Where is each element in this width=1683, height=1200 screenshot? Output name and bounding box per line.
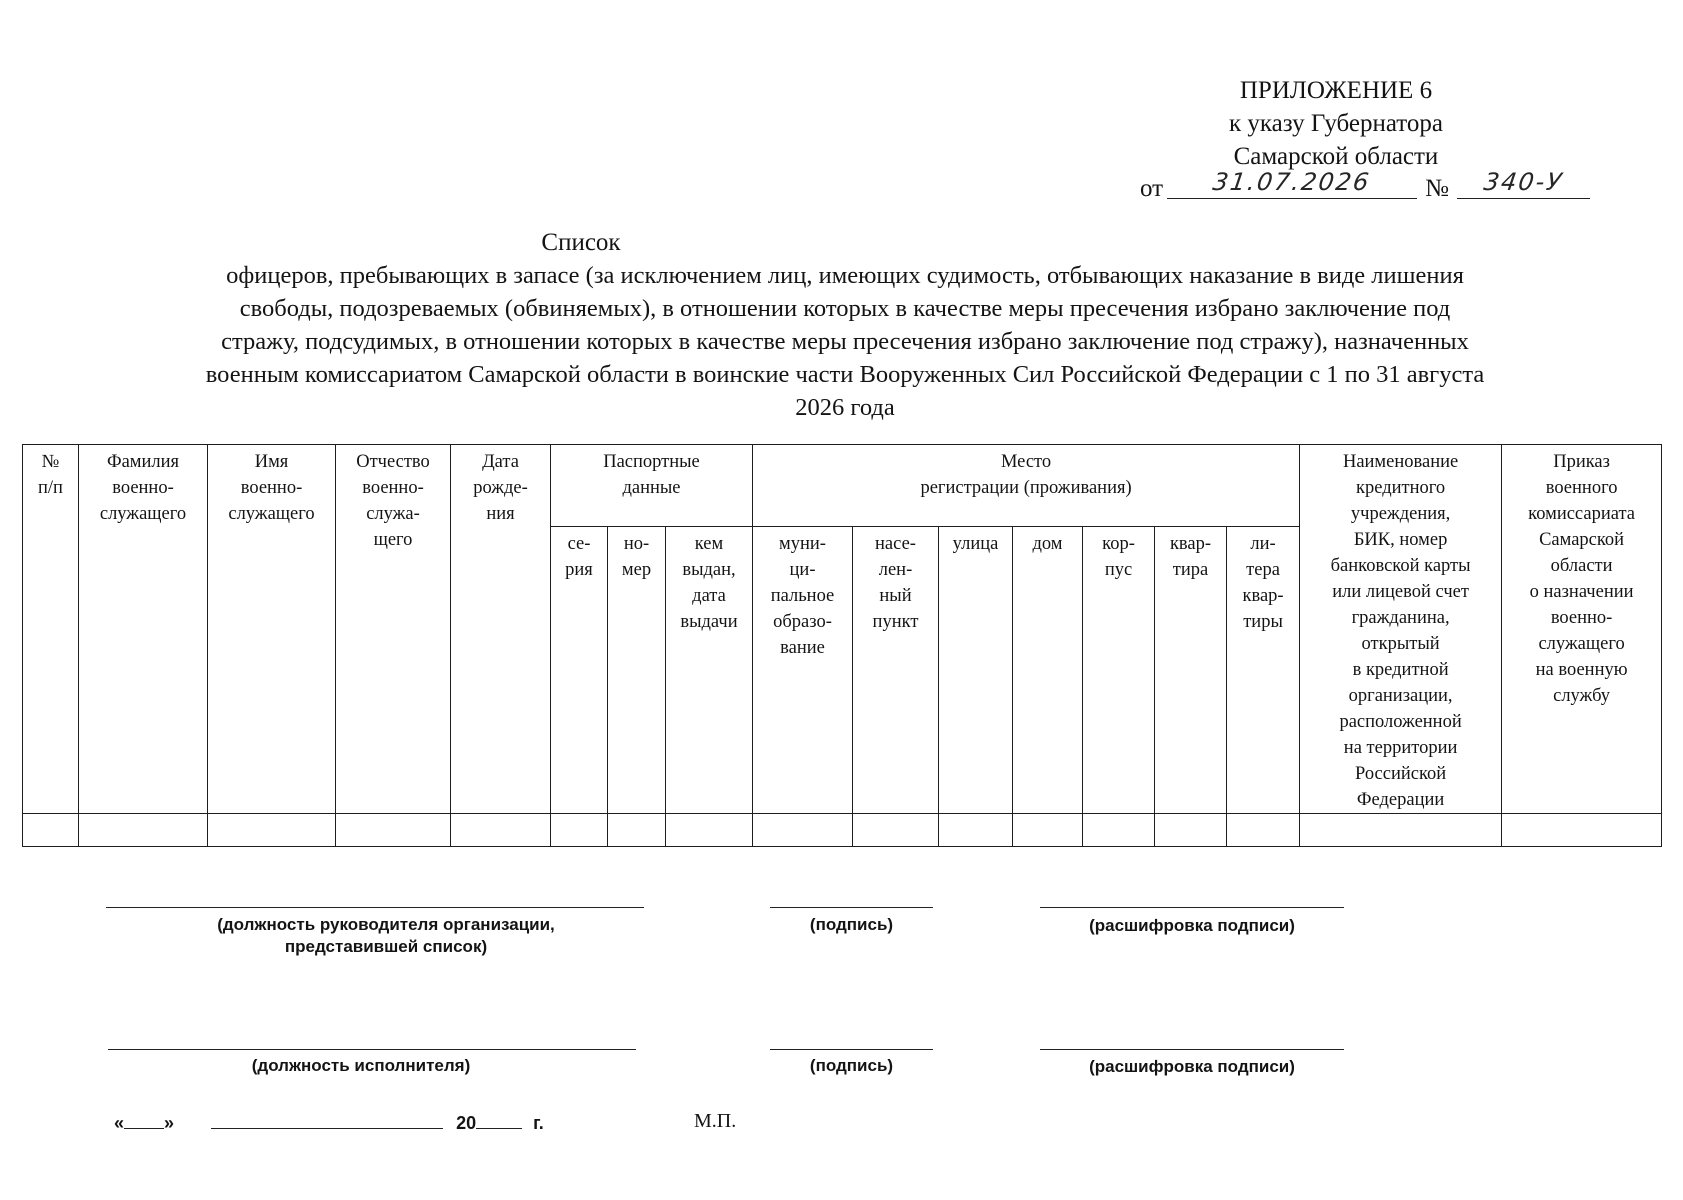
date-field <box>1167 168 1417 199</box>
year-blank[interactable] <box>476 1110 522 1129</box>
col-header-passport-issued: кем выдан, дата выдачи <box>666 526 753 813</box>
date-prefix: от <box>1140 175 1164 202</box>
col-header-apartment: квар- тира <box>1155 526 1227 813</box>
col-header-bank: Наименование кредитного учреждения, БИК, номер банковской карты или лицевой счет гражданина, открытый в кредитной организации, расположенной на территории Российской Федерации <box>1300 445 1502 814</box>
table-cell[interactable] <box>79 814 208 847</box>
col-header-street: улица <box>939 526 1013 813</box>
date-footer <box>114 1110 544 1134</box>
col-header-surname: Фамилия военно- служащего <box>79 445 208 814</box>
table-cell[interactable] <box>939 814 1013 847</box>
officers-table <box>22 444 1662 847</box>
col-header-registration: Место регистрации (проживания) <box>753 445 1300 527</box>
executor-position-caption: (должность исполнителя) <box>251 1056 471 1075</box>
seal-placeholder: М.П. <box>694 1110 737 1132</box>
subtitle-line: стражу, подсудимых, в отношении которых в качестве меры пресечения избрано заключение под стражу), назначенных <box>221 328 1469 355</box>
table-cell[interactable] <box>1227 814 1300 847</box>
subtitle-line: офицеров, пребывающих в запасе (за исключением лиц, имеющих судимость, отбывающих наказание в виде лишения <box>226 262 1464 289</box>
col-header-locality: насе- лен- ный пункт <box>853 526 939 813</box>
table-cell[interactable] <box>608 814 666 847</box>
head-position-line[interactable] <box>106 907 644 908</box>
table-cell[interactable] <box>1300 814 1502 847</box>
day-blank[interactable] <box>124 1110 164 1129</box>
table-cell[interactable] <box>208 814 336 847</box>
executor-position-line[interactable] <box>108 1049 636 1050</box>
header-row-1 <box>23 445 1662 527</box>
head-position-caption: (должность руководителя организации, представившей список) <box>217 915 555 956</box>
executor-transcript-line[interactable] <box>1040 1049 1344 1050</box>
appendix-header <box>1229 74 1443 173</box>
col-header-apartment-letter: ли- тера квар- тиры <box>1227 526 1300 813</box>
table-cell[interactable] <box>1502 814 1662 847</box>
col-header-building: кор- пус <box>1083 526 1155 813</box>
executor-signature-caption: (подпись) <box>809 1056 894 1075</box>
table-cell[interactable] <box>753 814 853 847</box>
number-sign: № <box>1425 175 1449 202</box>
col-header-passport: Паспортные данные <box>551 445 753 527</box>
appendix-date-number-row <box>1140 168 1590 203</box>
col-header-passport-series: се- рия <box>551 526 608 813</box>
table-cell[interactable] <box>666 814 753 847</box>
col-header-patronymic: Отчество военно- служа- щего <box>336 445 451 814</box>
title-text: Список <box>541 229 621 256</box>
subtitle-line: свободы, подозреваемых (обвиняемых), в отношении которых в качестве меры пресечения избрано заключение под <box>239 295 1451 322</box>
quote-close: » <box>164 1113 175 1133</box>
executor-signature-line[interactable] <box>770 1049 933 1050</box>
year-prefix: 20 <box>456 1113 477 1133</box>
table-cell[interactable] <box>451 814 551 847</box>
document-subtitle <box>110 259 1580 424</box>
month-blank[interactable] <box>211 1110 443 1129</box>
head-transcript-caption: (расшифровка подписи) <box>1089 916 1295 935</box>
head-signature-caption: (подпись) <box>809 915 894 934</box>
table-cell[interactable] <box>23 814 79 847</box>
head-transcript-line[interactable] <box>1040 907 1344 908</box>
col-header-num: № п/п <box>23 445 79 814</box>
head-signature-line[interactable] <box>770 907 933 908</box>
handwritten-number: 340-У <box>1481 168 1565 196</box>
handwritten-date: 31.07.2026 <box>1211 168 1373 196</box>
col-header-birth-date: Дата рожде- ния <box>451 445 551 814</box>
year-suffix: г. <box>533 1113 544 1133</box>
col-header-name: Имя военно- служащего <box>208 445 336 814</box>
table-cell[interactable] <box>551 814 608 847</box>
col-header-order: Приказ военного комиссариата Самарской области о назначении военно- служащего на военную службу <box>1502 445 1662 814</box>
table-cell[interactable] <box>336 814 451 847</box>
number-field <box>1457 168 1590 199</box>
col-header-passport-number: но- мер <box>608 526 666 813</box>
quote-open: « <box>114 1113 125 1133</box>
col-header-municipality: муни- ци- пальное образо- вание <box>753 526 853 813</box>
subtitle-line: 2026 года <box>795 394 895 421</box>
table-cell[interactable] <box>1083 814 1155 847</box>
subtitle-line: военным комиссариатом Самарской области в воинские части Вооруженных Сил Российской Федерации с 1 по 31 августа <box>205 361 1485 388</box>
executor-transcript-caption: (расшифровка подписи) <box>1089 1057 1295 1076</box>
table-row-empty <box>23 814 1662 847</box>
appendix-decree: к указу Губернатора <box>1228 110 1443 137</box>
col-header-house: дом <box>1013 526 1083 813</box>
appendix-number: ПРИЛОЖЕНИЕ 6 <box>1239 77 1433 104</box>
table-cell[interactable] <box>853 814 939 847</box>
document-title <box>110 226 1580 259</box>
table-cell[interactable] <box>1155 814 1227 847</box>
table-cell[interactable] <box>1013 814 1083 847</box>
appendix-region: Самарской области <box>1233 143 1439 170</box>
